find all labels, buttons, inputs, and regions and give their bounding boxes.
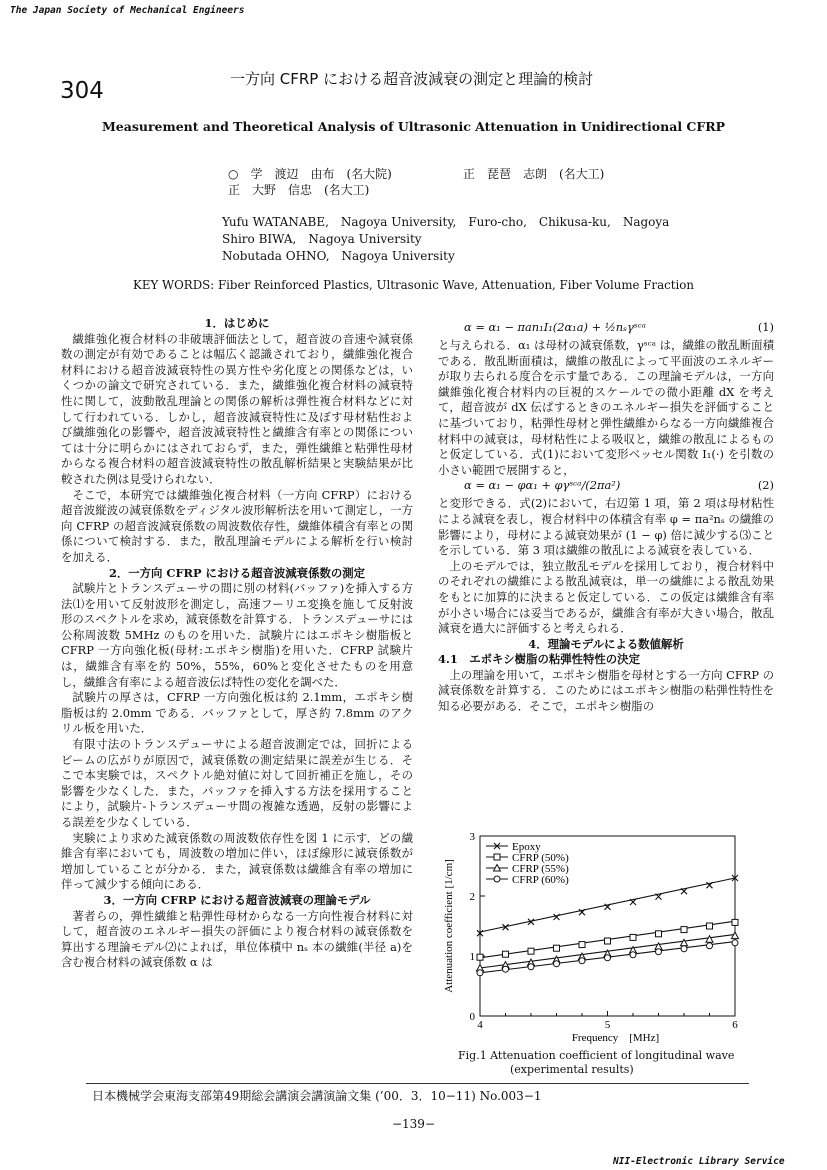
- paragraph: 繊維強化複合材料の非破壊評価法として，超音波の音速や減衰係数の測定が有効であることは幅広く認識されており，繊維強化複合材料における超音波減衰特性の異方性や劣化度との関係などは，いくつかの論文で研究されている．また，繊維強化複合材料の減衰特性に関して，波動散乱理論との関係の解析は弾性複合材料などに対して行われている．しかし，超音波減衰特性に及ぼす母材粘性および繊維強化の影響や，超音波減衰特性と繊維含有率との関係については十分に明らかにはされておらず，また，弾性繊維と粘弾性母材からなる複合材料の超音波減衰特性の散乱解析結果と実験結果が比較された例は見受けられない．: [61, 331, 413, 486]
- data-point: [630, 952, 636, 958]
- data-point: [477, 970, 483, 976]
- equation-1-number: (1): [757, 320, 774, 334]
- subsection-heading-4-1: 4.1 エポキシ樹脂の粘弾性特性の決定: [438, 652, 640, 667]
- figure-caption-1: Fig.1 Attenuation coefficient of longitudinal wave: [458, 1049, 735, 1062]
- equation-2-expr: α = α₁ − φα₁ + φγˢᶜᵃ/(2πa²): [464, 478, 621, 493]
- data-point: [707, 923, 713, 929]
- keywords: KEY WORDS: Fiber Reinforced Plastics, Ultrasonic Wave, Attenuation, Fiber Volume Fraction: [133, 278, 694, 292]
- right-column: [438, 320, 774, 715]
- data-point: [681, 946, 687, 952]
- equation-2-number: (2): [757, 478, 774, 493]
- figure-caption-2: (experimental results): [510, 1063, 634, 1076]
- paragraph: 有限寸法のトランスデューサによる超音波測定では，回折によるビームの広がりが原因で，減衰係数の測定結果に誤差が生じる．そこで本実験では，スペクトル絶対値に対して回折補正を施し，その影響を少なくした．また，バッファを挿入する方法を採用することにより，試験片-トランスデューサ間の複雑な透過，反射の影響による誤差を少なくしている．: [61, 737, 413, 829]
- paper-number: 304: [60, 78, 104, 104]
- data-point: [656, 949, 662, 955]
- paragraph: そこで，本研究では繊維強化複合材料（一方向 CFRP）における超音波縦波の減衰係数をディジタル波形解析法を用いて測定し，一方向 CFRP の超音波減衰係数の周波数依存性，繊維体積含有率との関係について検討する．また，散乱理論モデルによる解析を行い検討を加える．: [61, 487, 413, 564]
- title-en: Measurement and Theoretical Analysis of Ultrasonic Attenuation in Unidirectional CFRP: [101, 119, 726, 134]
- data-point: [707, 943, 713, 949]
- data-point: [732, 919, 738, 925]
- data-point: [554, 914, 560, 920]
- legend-label: CFRP (60%): [512, 874, 569, 886]
- series-fit-line: [480, 878, 735, 932]
- section-heading-4: 4．理論モデルによる数値解析: [528, 636, 684, 651]
- y-axis-label: Attenuation coefficient [1/cm]: [443, 859, 455, 993]
- x-axis-label: Frequency [MHz]: [571, 1032, 660, 1044]
- attenuation-chart: [440, 826, 770, 1044]
- data-point: [732, 932, 739, 939]
- data-point: [706, 936, 713, 943]
- author-ja-2: 正 琵琶 志朗 (名大工): [463, 167, 605, 181]
- y-tick-label: 0: [469, 1011, 475, 1023]
- data-point: [732, 940, 738, 946]
- data-point: [554, 945, 560, 951]
- society-header: The Japan Society of Mechanical Engineers: [10, 5, 245, 16]
- data-point: [605, 955, 611, 961]
- section-heading-1: 1．はじめに: [204, 316, 270, 330]
- footer-rule: [86, 1083, 749, 1084]
- equation-1: [438, 320, 774, 338]
- legend-label: CFRP (50%): [512, 852, 569, 864]
- section-heading-2: 2．一方向 CFRP における超音波減衰係数の測定: [108, 565, 366, 580]
- paragraph: 試験片の厚さは，CFRP 一方向強化板は約 2.1mm，エポキシ樹脂板は約 2.0mm である．バッファとして，厚さ約 7.8mm のアクリル板を用いた．: [61, 690, 413, 736]
- author-ja-3: 正 大野 信忠 (名大工): [228, 183, 370, 197]
- data-point: [528, 964, 534, 970]
- paragraph: 実験により求めた減衰係数の周波数依存性を図 1 に示す．どの繊維含有率においても，周波数の増加に伴い，ほぼ線形に減衰係数が増加していることが分かる．また，減衰係数は繊維含有率の増加に伴って減少する傾向にある．: [61, 830, 413, 892]
- author-en-2: Shiro BIWA, Nagoya University: [222, 232, 422, 246]
- data-point: [656, 931, 662, 937]
- data-point: [528, 948, 534, 954]
- equation-1-expr: α = α₁ − πan₁I₁(2α₁a) + ½nₛγˢᶜᵃ: [464, 320, 646, 334]
- data-point: [579, 958, 585, 964]
- data-point: [554, 961, 560, 967]
- y-tick-label: 3: [469, 831, 475, 843]
- legend-label: CFRP (55%): [512, 863, 569, 875]
- legend-marker: [494, 876, 500, 882]
- paragraph: 上の理論を用いて，エポキシ樹脂を母材とする一方向 CFRP の減衰係数を計算する．このためにはエポキシ樹脂の粘弾性特性を知る必要がある．そこで，エポキシ樹脂の: [438, 667, 774, 714]
- equation-2: [438, 478, 774, 496]
- y-tick-label: 2: [469, 891, 475, 903]
- data-point: [477, 954, 483, 960]
- legend-label: Epoxy: [512, 841, 541, 853]
- section-heading-3: 3．一方向 CFRP における超音波減衰の理論モデル: [103, 892, 371, 907]
- data-point: [503, 966, 509, 972]
- data-point: [579, 942, 585, 948]
- legend-marker: [494, 854, 500, 860]
- author-en-1: Yufu WATANABE, Nagoya University, Furo-cho, Chikusa-ku, Nagoya: [222, 215, 670, 229]
- paragraph: と変形できる．式(2)において，右辺第 1 項，第 2 項は母材粘性による減衰を表し，複合材料中の体積含有率 φ = πa²nₛ の繊維の影響により，母材による減衰効果が (1 − φ) 倍に減少する⑶ことを示している．第 3 項は繊維の散乱による減衰を表している．: [438, 496, 774, 558]
- x-tick-label: 4: [477, 1019, 483, 1031]
- paragraph: と与えられる．α₁ は母材の減衰係数，γˢᶜᵃ は，繊維の散乱断面積である．散乱断面積は，繊維の散乱によって平面波のエネルギーが取り去られる度合を示す量である．この理論モデルは，一方向繊維強化複合材料内の巨視的スケールでの微小距離 dX を考えて，超音波が dX 伝ぱするときのエネルギー損失を評価することに基づいており，粘弾性母材と弾性繊維からなる一方向繊維複合材料中の減衰は，母材粘性による吸収と，繊維の散乱によるものと仮定している．式(1)において変形ベッセル関数 I₁(·) を引数の小さい範囲で展開すると，: [438, 338, 774, 477]
- library-footer: NII-Electronic Library Service: [613, 1156, 785, 1167]
- author-ja-1: ○ 学 渡辺 由布 (名大院): [228, 167, 392, 181]
- left-column: [61, 316, 413, 971]
- title-ja: 一方向 CFRP における超音波減衰の測定と理論的検討: [230, 70, 594, 88]
- page-number: −139−: [391, 1117, 435, 1131]
- x-tick-label: 5: [604, 1019, 611, 1031]
- paragraph: 試験片とトランスデューサの間に別の材料(バッファ)を挿入する方法⑴を用いて反射波形を測定し，高速フーリエ変換を施して反射波形のスペクトルを求め，減衰係数を計算する．トランスデューサには公称周波数 5MHz のものを用いた．試験片にはエポキシ樹脂板と CFRP 一方向強化板(母材:エポキシ樹脂)を用いた．CFRP 試験片は，繊維含有率を約 50%，55%，60%と変化させたものを用意し，繊維含有率による超音波伝ぱ特性の変化を調べた．: [61, 581, 413, 689]
- paragraph: 著者らの，弾性繊維と粘弾性母材からなる一方向性複合材料に対して，超音波のエネルギー損失の評価により複合材料の減衰係数を算出する理論モデル⑵によれば，単位体積中 nₛ 本の繊維(半径 a)を含む複合材料の減衰係数 α は: [61, 908, 413, 970]
- x-tick-label: 6: [732, 1019, 738, 1031]
- paragraph: 上のモデルでは，独立散乱モデルを採用しており，複合材料中のそれぞれの繊維による散乱減衰は，単一の繊維による散乱効果をもとに加算的に決まると仮定している．この仮定は繊維含有率が小さい場合には妥当であるが，繊維含有率が大きい場合，散乱減衰を過大に評価すると考えられる．: [438, 558, 774, 636]
- data-point: [681, 927, 687, 933]
- author-en-3: Nobutada OHNO, Nagoya University: [222, 249, 455, 263]
- footer-citation: 日本機械学会東海支部第49期総会講演会講演論文集 (’00．3．10−11) No.003−1: [92, 1089, 542, 1103]
- data-point: [503, 951, 509, 957]
- data-point: [630, 934, 636, 940]
- y-tick-label: 1: [469, 951, 475, 963]
- data-point: [605, 938, 611, 944]
